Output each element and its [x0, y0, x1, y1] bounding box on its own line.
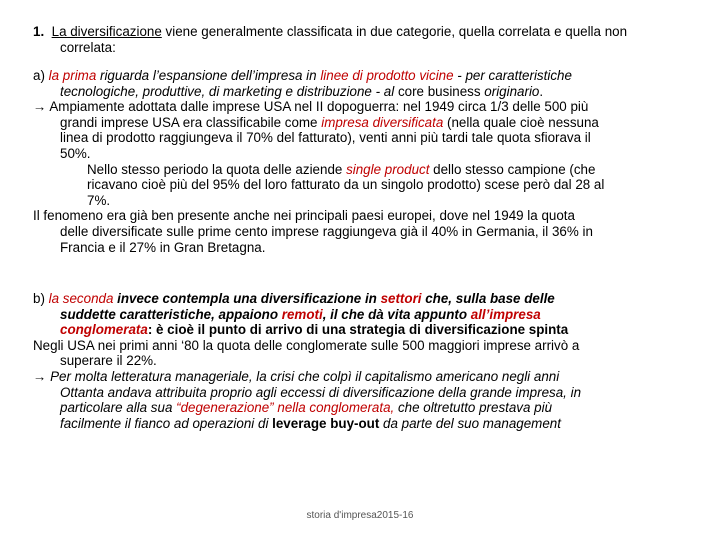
- section-a-run: Nello stesso periodo la quota delle aziende: [87, 161, 347, 177]
- section-a-run: al: [383, 83, 395, 99]
- section-a-run: → Ampiamente adottata dalle imprese USA nel II dopoguerra: nel 1949 circa 1/3 delle 500 più grandi imprese USA era classificabile come: [33, 99, 589, 130]
- section-b-run: settori: [380, 291, 422, 306]
- section-a-para: [33, 68, 605, 99]
- section-a-run: la prima: [48, 68, 97, 83]
- section-b-run: : è cioè il punto di arrivo di una strategia di diversificazione spinta: [147, 322, 569, 338]
- point-1-keyword: La diversificazione: [51, 24, 162, 39]
- section-b-run: che oltretutto prestava più facilmente il fianco ad operazioni di: [60, 400, 553, 431]
- section-a: [33, 68, 605, 255]
- section-a-run: a): [33, 68, 49, 83]
- section-b-run: la seconda: [48, 291, 114, 306]
- section-a-run: originario: [484, 83, 540, 99]
- point-1: [33, 24, 632, 55]
- section-b: [33, 291, 605, 431]
- section-b-para: [33, 369, 605, 431]
- point-1-text: viene generalmente classificata in due categorie, quella correlata e quella non correlata:: [60, 24, 628, 55]
- section-a-para: [33, 99, 605, 161]
- section-a-run: linee di prodotto vicine: [320, 68, 454, 83]
- section-a-para: [33, 208, 605, 255]
- section-b-run: remoti: [281, 306, 323, 322]
- section-b-run: b): [33, 291, 49, 306]
- section-b-run: leverage buy-out: [272, 415, 380, 431]
- section-b-run: invece contempla una diversificazione in: [113, 291, 381, 306]
- point-1-number: 1.: [33, 24, 45, 39]
- section-a-run: riguarda l’espansione dell’impresa in: [96, 68, 321, 83]
- section-b-run: , il che dà vita appunto: [322, 306, 471, 322]
- section-a-para: [33, 162, 605, 209]
- section-b-run: all’impresa conglomerata: [60, 306, 541, 338]
- section-a-run: .: [539, 83, 544, 99]
- section-b-run: che, sulla base delle suddette caratteristiche, appaiono: [60, 291, 555, 322]
- section-a-run: core business: [394, 83, 485, 99]
- section-a-run: - per caratteristiche tecnologiche, produttive, di marketing e distribuzione -: [60, 68, 572, 99]
- section-a-run: single product: [346, 161, 430, 177]
- section-a-run: Il fenomeno era già ben presente anche nei principali paesi europei, dove nel 1949 la quota delle diversificate sulle prime cento imprese raggiungeva già il 40% in Germania, il 36% in Francia e il 27% in Gran Bretagna.: [33, 208, 593, 255]
- section-b-para: [33, 338, 605, 369]
- section-b-para: [33, 291, 605, 338]
- section-b-run: → Per molta letteratura manageriale, la crisi che colpì il capitalismo americano negli anni Ottanta andava attribuita proprio agli eccessi di diversificazione della grande impresa, in particolare alla sua: [33, 368, 582, 416]
- section-a-run: (nella quale cioè nessuna linea di prodotto raggiungeva il 70% del fatturato), venti anni più tardi tale quota sfiorava il 50%.: [60, 114, 599, 161]
- section-b-run: da parte del suo management: [379, 415, 561, 431]
- section-a-run: impresa diversificata: [321, 114, 444, 130]
- section-a-run: dello stesso campione (che ricavano cioè più del 95% del loro fatturato da un singolo prodotto) scese però dal 28 al 7%.: [87, 161, 605, 208]
- section-b-run: “degenerazione” nella conglomerata,: [176, 400, 395, 416]
- footer: storia d'impresa2015-16: [306, 510, 414, 521]
- section-b-run: Negli USA nei primi anni ‘80 la quota delle conglomerate sulle 500 maggiori imprese arrivò a superare il 22%.: [33, 337, 580, 369]
